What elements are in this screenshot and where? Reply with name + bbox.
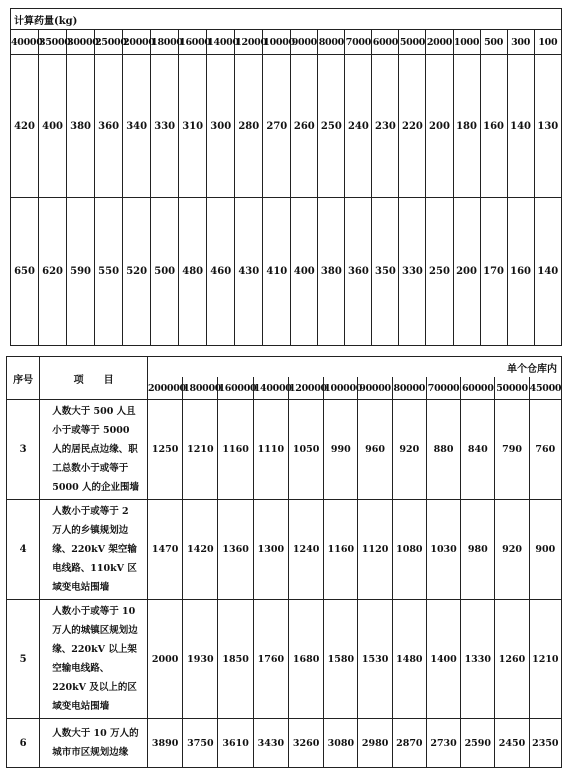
header-cell: 40000 [11, 30, 39, 55]
header-cell: 6000 [372, 30, 399, 55]
charge-quantity-table [10, 8, 562, 346]
table-cell: 330 [399, 198, 426, 346]
table-cell: 430 [235, 198, 263, 346]
table-title: 计算药量(kg) [11, 9, 562, 30]
table-cell: 1080 [392, 500, 426, 600]
table-cell: 840 [461, 400, 495, 500]
table-cell: 650 [11, 198, 39, 346]
table-cell: 480 [179, 198, 207, 346]
table-cell: 1470 [147, 500, 182, 600]
table-cell: 990 [324, 400, 358, 500]
table-cell: 1580 [324, 600, 358, 719]
row-item: 人数大于 500 人且小于或等于 5000 人的居民点边缘、职工总数小于或等于 5000 人的企业围墙 [40, 400, 148, 500]
table-cell: 420 [11, 55, 39, 198]
capacity-header: 90000 [358, 377, 392, 400]
table-cell: 2450 [495, 719, 529, 768]
seq-header: 序号 [7, 357, 40, 400]
table-cell: 3610 [218, 719, 253, 768]
capacity-header: 140000 [253, 377, 288, 400]
table-cell: 360 [345, 198, 372, 346]
table-cell: 3430 [253, 719, 288, 768]
table-cell: 1210 [529, 600, 561, 719]
table-cell: 330 [151, 55, 179, 198]
table-cell: 250 [426, 198, 453, 346]
table-cell: 360 [95, 55, 123, 198]
table-cell: 1240 [288, 500, 323, 600]
capacity-header: 200000 [147, 377, 182, 400]
table-row [11, 55, 562, 198]
table-cell: 1120 [358, 500, 392, 600]
table-cell: 550 [95, 198, 123, 346]
capacity-header: 180000 [183, 377, 218, 400]
table-cell: 3080 [324, 719, 358, 768]
table-cell: 590 [67, 198, 95, 346]
header-cell: 2000 [426, 30, 453, 55]
table-cell: 230 [372, 55, 399, 198]
table-cell: 500 [151, 198, 179, 346]
header-cell: 5000 [399, 30, 426, 55]
table-cell: 2000 [147, 600, 182, 719]
header-cell: 10000 [263, 30, 291, 55]
table-cell: 410 [263, 198, 291, 346]
table-cell: 920 [392, 400, 426, 500]
header-cell: 14000 [207, 30, 235, 55]
table-cell: 2870 [392, 719, 426, 768]
table-cell: 1400 [426, 600, 460, 719]
row-seq: 6 [7, 719, 40, 768]
table-cell: 760 [529, 400, 561, 500]
capacity-header: 50000 [495, 377, 529, 400]
table-row [7, 400, 562, 500]
header-cell: 9000 [291, 30, 318, 55]
table-cell: 200 [426, 55, 453, 198]
table-cell: 1160 [324, 500, 358, 600]
table-row [7, 600, 562, 719]
header-cell: 20000 [123, 30, 151, 55]
header-cell: 500 [480, 30, 507, 55]
table-cell: 1050 [288, 400, 323, 500]
row-item: 人数小于或等于 10 万人的城镇区规划边缘、220kV 以上架空输电线路、220kV 及以上的区域变电站围墙 [40, 600, 148, 719]
table-cell: 1760 [253, 600, 288, 719]
header-cell: 12000 [235, 30, 263, 55]
row-seq: 3 [7, 400, 40, 500]
table-cell: 380 [318, 198, 345, 346]
row-item: 人数小于或等于 2 万人的乡镇规划边缘、220kV 架空输电线路、110kV 区域变电站围墙 [40, 500, 148, 600]
table-cell: 350 [372, 198, 399, 346]
table-cell: 1030 [426, 500, 460, 600]
capacity-header: 120000 [288, 377, 323, 400]
unit-label: 单个仓库内 [147, 357, 561, 378]
table-cell: 1110 [253, 400, 288, 500]
table-cell: 260 [291, 55, 318, 198]
table-row [7, 719, 562, 768]
table-cell: 400 [291, 198, 318, 346]
table-cell: 960 [358, 400, 392, 500]
table-cell: 250 [318, 55, 345, 198]
table-cell: 880 [426, 400, 460, 500]
table-cell: 340 [123, 55, 151, 198]
header-cell: 30000 [67, 30, 95, 55]
table-cell: 1260 [495, 600, 529, 719]
table-cell: 1210 [183, 400, 218, 500]
header-cell: 100 [534, 30, 561, 55]
table-cell: 3750 [183, 719, 218, 768]
table-cell: 280 [235, 55, 263, 198]
table-cell: 900 [529, 500, 561, 600]
table-cell: 270 [263, 55, 291, 198]
table-cell: 1300 [253, 500, 288, 600]
table-cell: 300 [207, 55, 235, 198]
table-cell: 160 [480, 55, 507, 198]
table-cell: 220 [399, 55, 426, 198]
table-cell: 1480 [392, 600, 426, 719]
table-cell: 1930 [183, 600, 218, 719]
table-row [7, 500, 562, 600]
table-cell: 1160 [218, 400, 253, 500]
distance-table [6, 356, 562, 768]
capacity-header: 160000 [218, 377, 253, 400]
table-cell: 380 [67, 55, 95, 198]
header-cell: 18000 [151, 30, 179, 55]
table-cell: 160 [507, 198, 534, 346]
header-cell: 25000 [95, 30, 123, 55]
table-cell: 2590 [461, 719, 495, 768]
table-cell: 2980 [358, 719, 392, 768]
table-cell: 1250 [147, 400, 182, 500]
header-cell: 300 [507, 30, 534, 55]
table-cell: 130 [534, 55, 561, 198]
capacity-header: 70000 [426, 377, 460, 400]
table-cell: 180 [453, 55, 480, 198]
capacity-header: 100000 [324, 377, 358, 400]
row-item: 人数大于 10 万人的城市市区规划边缘 [40, 719, 148, 768]
table-cell: 1420 [183, 500, 218, 600]
table-cell: 400 [39, 55, 67, 198]
capacity-header: 45000 [529, 377, 561, 400]
header-cell: 7000 [345, 30, 372, 55]
table-cell: 1330 [461, 600, 495, 719]
table-row [11, 198, 562, 346]
row-seq: 5 [7, 600, 40, 719]
capacity-header: 80000 [392, 377, 426, 400]
header-cell: 35000 [39, 30, 67, 55]
header-cell: 8000 [318, 30, 345, 55]
header-row [11, 30, 562, 55]
table-cell: 1360 [218, 500, 253, 600]
table-cell: 460 [207, 198, 235, 346]
table-cell: 310 [179, 55, 207, 198]
table-cell: 140 [507, 55, 534, 198]
table-cell: 3260 [288, 719, 323, 768]
table-cell: 1530 [358, 600, 392, 719]
table-cell: 2350 [529, 719, 561, 768]
table-cell: 200 [453, 198, 480, 346]
table-cell: 240 [345, 55, 372, 198]
table-cell: 620 [39, 198, 67, 346]
table-cell: 980 [461, 500, 495, 600]
item-header: 项 目 [40, 357, 148, 400]
capacity-header: 60000 [461, 377, 495, 400]
table-cell: 920 [495, 500, 529, 600]
table-cell: 2730 [426, 719, 460, 768]
table-cell: 140 [534, 198, 561, 346]
table-cell: 3890 [147, 719, 182, 768]
table-cell: 790 [495, 400, 529, 500]
table-cell: 1850 [218, 600, 253, 719]
table-cell: 1680 [288, 600, 323, 719]
header-cell: 1000 [453, 30, 480, 55]
table-cell: 170 [480, 198, 507, 346]
header-cell: 16000 [179, 30, 207, 55]
row-seq: 4 [7, 500, 40, 600]
table-cell: 520 [123, 198, 151, 346]
